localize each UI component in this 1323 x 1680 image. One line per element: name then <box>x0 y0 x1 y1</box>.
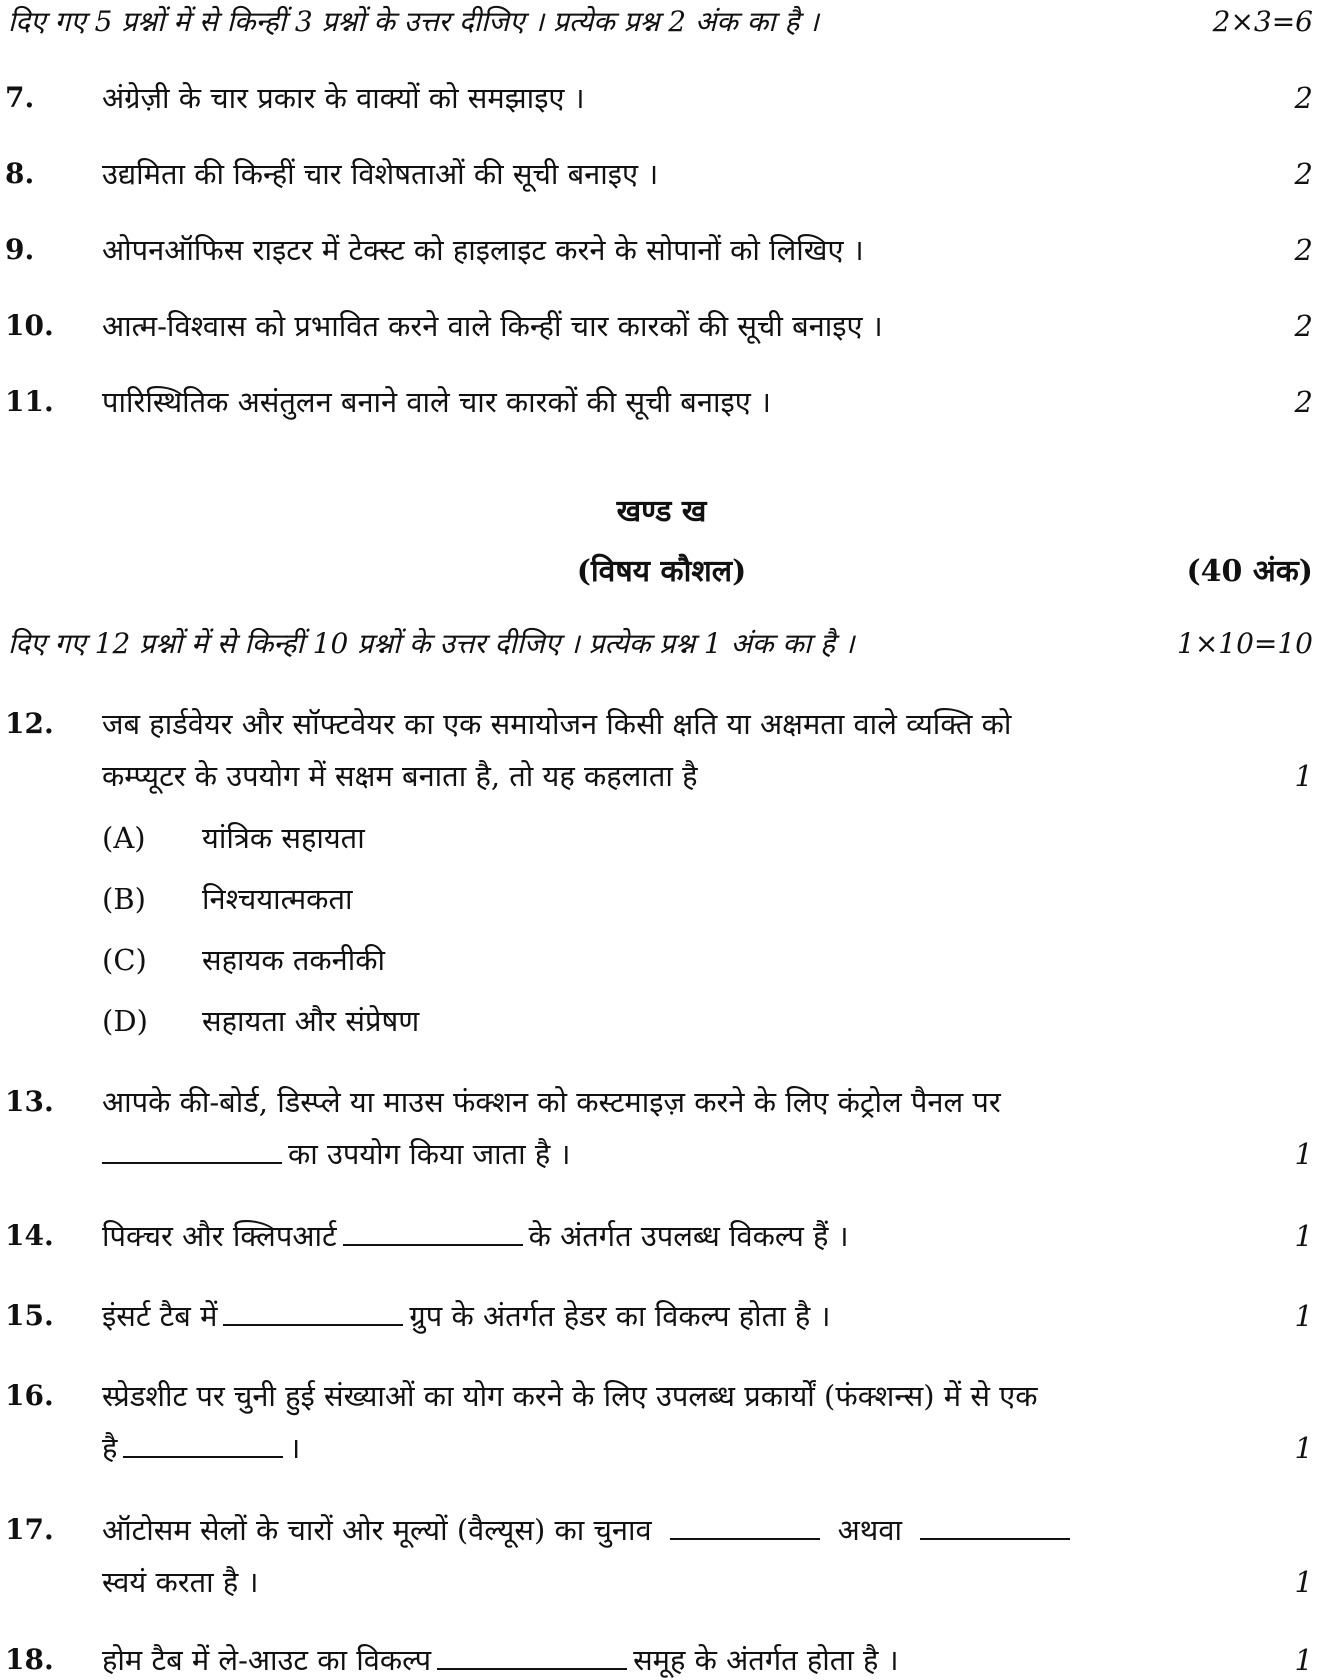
section-b-title: खण्ड ख <box>616 494 707 529</box>
answer-blank <box>343 1218 523 1246</box>
question-text-line-1: स्प्रेडशीट पर चुनी हुई संख्याओं का योग करने के लिए उपलब्ध प्रकार्यों (फंक्शन्स) में से एक <box>102 1379 1038 1413</box>
option-label: (A) <box>102 821 146 855</box>
question-text-between-blanks: अथवा <box>837 1513 902 1547</box>
option-label: (D) <box>102 1004 148 1038</box>
question-marks: 1 <box>1294 1431 1313 1465</box>
question-number: 10. <box>5 309 54 342</box>
question-text: उद्यमिता की किन्हीं चार विशेषताओं की सूची बनाइए । <box>102 157 659 191</box>
answer-blank-1 <box>670 1512 820 1540</box>
answer-blank <box>437 1642 627 1670</box>
question-text-line-2: स्वयं करता है । <box>102 1565 259 1599</box>
question-number: 13. <box>5 1085 54 1118</box>
question-text-line-2: कम्प्यूटर के उपयोग में सक्षम बनाता है, तो यह कहलाता है <box>102 759 698 793</box>
question-text <box>102 1640 1242 1680</box>
instructions-text: दिए गए 12 प्रश्नों में से किन्हीं 10 प्रश्नों के उत्तर दीजिए । प्रत्येक प्रश्न 1 अंक का है । <box>8 627 855 660</box>
question-text: आत्म-विश्वास को प्रभावित करने वाले किन्हीं चार कारकों की सूची बनाइए । <box>102 309 883 343</box>
instructions-text: दिए गए 5 प्रश्नों में से किन्हीं 3 प्रश्नों के उत्तर दीजिए । प्रत्येक प्रश्न 2 अंक का है । <box>8 5 819 38</box>
question-number: 8. <box>5 157 35 190</box>
question-marks: 1 <box>1294 1643 1313 1677</box>
question-text-before-blank: ऑटोसम सेलों के चारों ओर मूल्यों (वैल्यूस) का चुनाव <box>102 1513 652 1547</box>
question-number: 17. <box>5 1513 54 1546</box>
question-marks: 2 <box>1294 233 1313 267</box>
question-number: 12. <box>5 707 54 740</box>
question-number: 15. <box>5 1299 54 1332</box>
question-marks: 2 <box>1294 81 1313 115</box>
instructions-marks: 1×10=10 <box>1177 627 1313 660</box>
option-label: (C) <box>102 943 147 977</box>
question-text: ओपनऑफिस राइटर में टेक्स्ट को हाइलाइट करने के सोपानों को लिखिए । <box>102 233 864 267</box>
question-number: 16. <box>5 1379 54 1412</box>
question-text: अंग्रेज़ी के चार प्रकार के वाक्यों को समझाइए । <box>102 81 585 115</box>
question-text-line-2 <box>102 1134 1242 1174</box>
question-marks: 2 <box>1294 157 1313 191</box>
section-b-marks: (40 अंक) <box>1186 554 1313 589</box>
question-text-after-blank: समूह के अंतर्गत होता है । <box>633 1643 899 1677</box>
question-number: 9. <box>5 233 35 266</box>
question-text <box>102 1296 1242 1336</box>
option-text: सहायक तकनीकी <box>202 943 386 977</box>
instructions-marks: 2×3=6 <box>1212 5 1313 38</box>
option-text: सहायता और संप्रेषण <box>202 1004 420 1038</box>
question-marks: 2 <box>1294 385 1313 419</box>
question-marks: 1 <box>1294 1299 1313 1333</box>
question-marks: 1 <box>1294 1137 1313 1171</box>
question-text-before-blank: इंसर्ट टैब में <box>102 1299 218 1333</box>
question-text: पारिस्थितिक असंतुलन बनाने वाले चार कारकों की सूची बनाइए । <box>102 385 771 419</box>
answer-blank <box>102 1136 282 1164</box>
question-text-before-blank: है <box>102 1431 118 1465</box>
question-marks: 1 <box>1294 759 1313 793</box>
question-marks: 1 <box>1294 1565 1313 1599</box>
question-marks: 1 <box>1294 1219 1313 1253</box>
question-text-after-blank: के अंतर्गत उपलब्ध विकल्प हैं । <box>528 1219 849 1253</box>
question-marks: 2 <box>1294 309 1313 343</box>
section-b-subtitle: (विषय कौशल) <box>576 554 747 589</box>
question-number: 7. <box>5 81 35 114</box>
question-number: 18. <box>5 1643 54 1676</box>
question-text-line-1 <box>102 1510 1242 1550</box>
question-text-before-blank: होम टैब में ले-आउट का विकल्प <box>102 1643 432 1677</box>
question-text-after-blank: का उपयोग किया जाता है । <box>288 1137 571 1171</box>
question-text-line-2 <box>102 1428 1242 1468</box>
answer-blank <box>123 1430 283 1458</box>
option-text: यांत्रिक सहायता <box>202 821 365 855</box>
question-number: 14. <box>5 1219 54 1252</box>
question-number: 11. <box>5 385 54 418</box>
question-text-line-1: आपके की-बोर्ड, डिस्प्ले या माउस फंक्शन को कस्टमाइज़ करने के लिए कंट्रोल पैनल पर <box>102 1085 1001 1119</box>
question-text-after-blank: ग्रुप के अंतर्गत हेडर का विकल्प होता है । <box>409 1299 831 1333</box>
answer-blank-2 <box>920 1512 1070 1540</box>
option-label: (B) <box>102 882 146 916</box>
question-text-before-blank: पिक्चर और क्लिपआर्ट <box>102 1219 337 1253</box>
answer-blank <box>223 1298 403 1326</box>
option-text: निश्चयात्मकता <box>202 882 353 916</box>
question-text <box>102 1216 1242 1256</box>
question-text-line-1: जब हार्डवेयर और सॉफ्टवेयर का एक समायोजन किसी क्षति या अक्षमता वाले व्यक्ति को <box>102 707 1012 741</box>
question-text-after-blank: । <box>289 1431 301 1465</box>
